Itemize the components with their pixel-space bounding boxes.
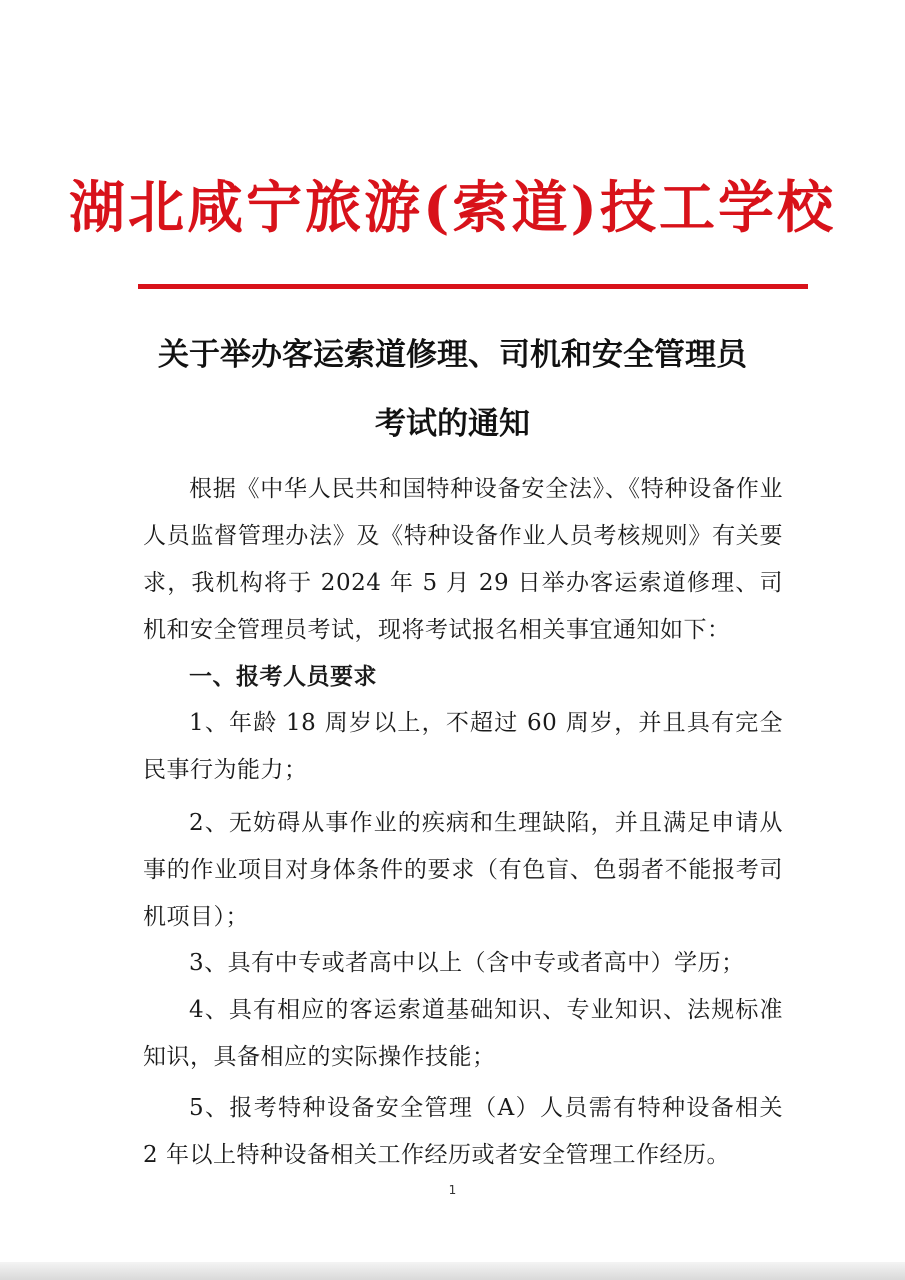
intro-paragraph: 根据《中华人民共和国特种设备安全法》、《特种设备作业人员监督管理办法》及《特种设备作业人员考核规则》有关要求，我机构将于 2024 年 5 月 29 日举办客运索道修理、司机和安全管理员考试，现将考试报名相关事宜通知如下： [143, 476, 783, 643]
scan-bottom-edge [0, 1262, 905, 1280]
requirement-item-1: 1、年龄 18 周岁以上，不超过 60 周岁，并且具有完全民事行为能力； [143, 710, 783, 783]
letterhead-red-rule [138, 284, 808, 289]
page-number: 1 [448, 1183, 457, 1197]
requirement-item-4: 4、具有相应的客运索道基础知识、专业知识、法规标准知识，具备相应的实际操作技能； [143, 997, 783, 1070]
section-heading-applicant-requirements: 一、报考人员要求 [189, 663, 377, 690]
requirement-item-3: 3、具有中专或者高中以上（含中专或者高中）学历； [189, 950, 745, 976]
requirement-item-5: 5、报考特种设备安全管理（A）人员需有特种设备相关 2 年以上特种设备相关工作经历或者安全管理工作经历。 [143, 1095, 783, 1168]
school-letterhead [0, 168, 905, 248]
school-name: 湖北咸宁旅游(索道)技工学校 [69, 175, 836, 241]
notice-title-line-2: 考试的通知 [375, 406, 530, 442]
notice-title-line-1: 关于举办客运索道修理、司机和安全管理员 [158, 337, 747, 373]
requirement-item-2: 2、无妨碍从事作业的疾病和生理缺陷，并且满足申请从事的作业项目对身体条件的要求（有色盲、色弱者不能报考司机项目）； [143, 810, 783, 930]
